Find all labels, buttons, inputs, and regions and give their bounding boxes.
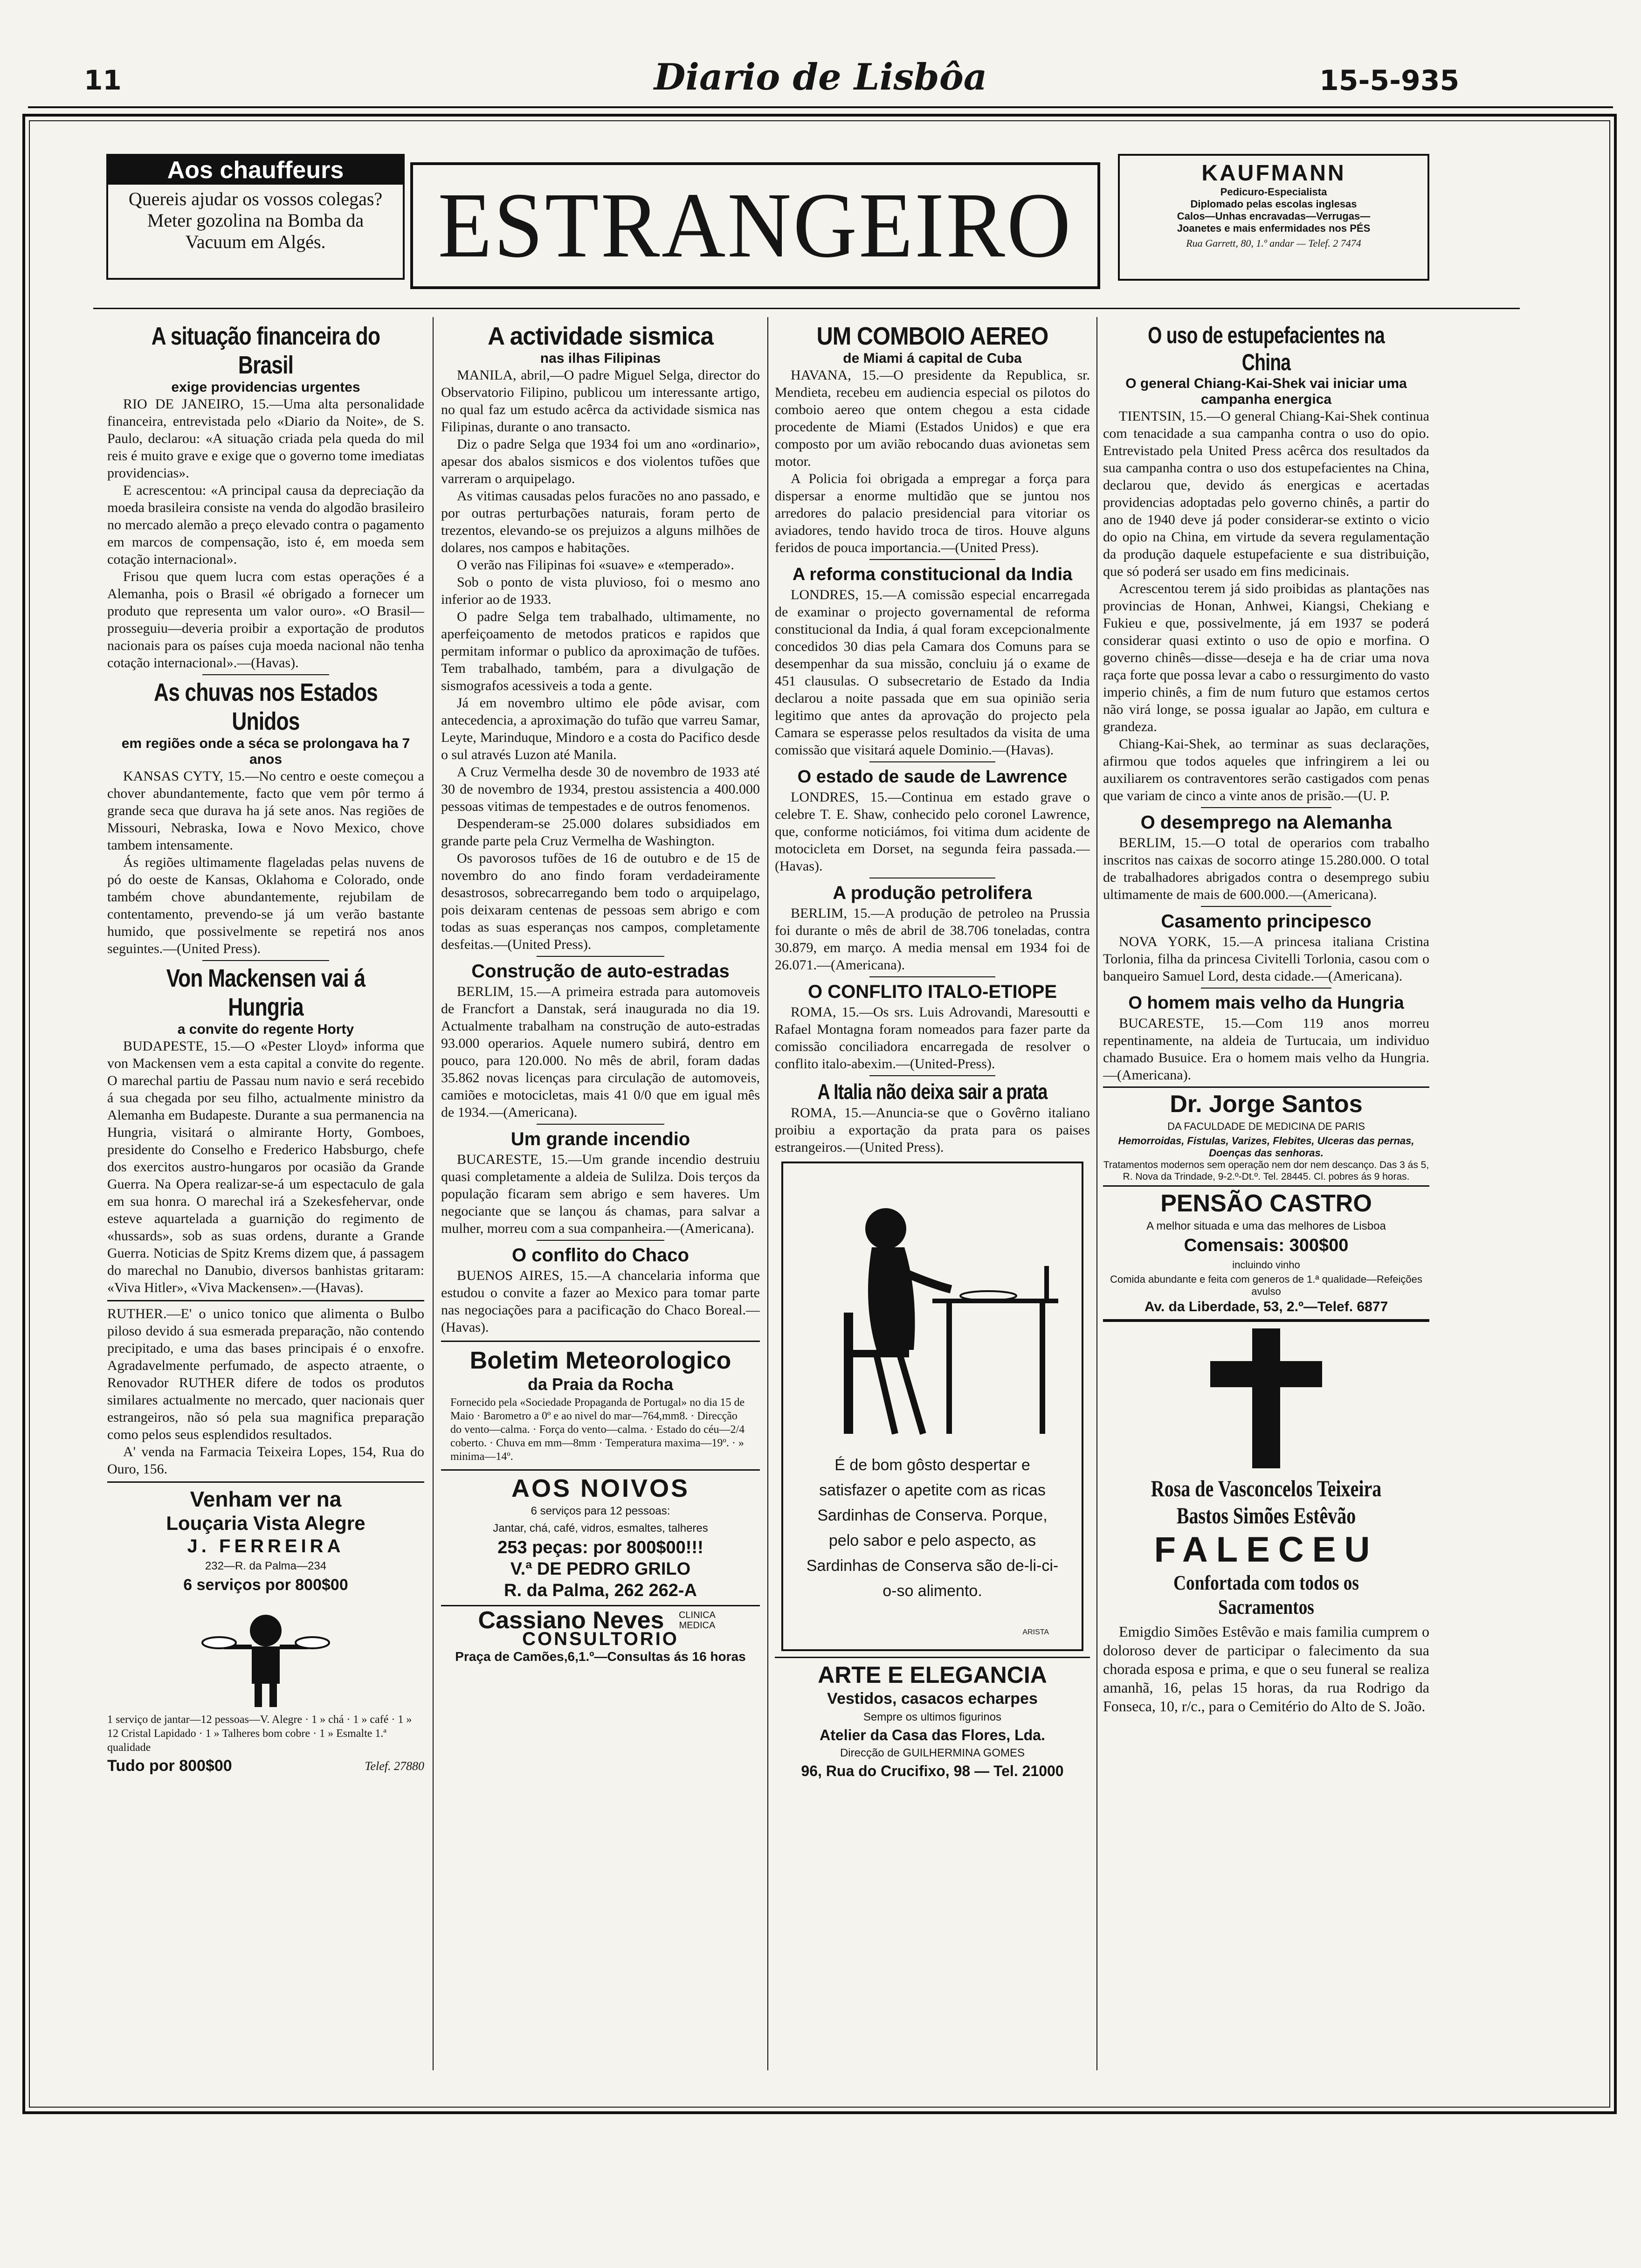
article-highways-title: Construção de auto-estradas [471, 961, 730, 982]
kaufmann-line-5: Rua Garrett, 80, 1.º andar — Telef. 2 7474 [1186, 237, 1361, 249]
obituary-title: FALECEU [1154, 1530, 1379, 1570]
article-seismic-p1: MANILA, abril,—O padre Miguel Selga, director do Observatorio Filipino, publicou um interessante artigo, no qual faz um estudo acêrca da actividade sismica nas Filipinas, durante o ano transacto. [441, 367, 760, 435]
article-silver-p1: ROMA, 15.—Anuncia-se que o Govêrno italiano proibiu a exportação da prata para os paises estrangeiros.—(United Press). [775, 1105, 1090, 1155]
sardines-signature: ARISTA [1022, 1628, 1049, 1636]
cross-icon [1210, 1328, 1322, 1468]
pensao-title: PENSÃO CASTRO [1160, 1190, 1372, 1217]
kaufmann-line-2: Diplomado pelas escolas inglesas [1190, 198, 1357, 210]
article-petroleum-title: A produção petrolifera [833, 883, 1032, 903]
pensao-line-2: Comensais: 300$00 [1184, 1236, 1349, 1255]
obituary-name-2: Bastos Simões Estêvão [1176, 1502, 1356, 1528]
article-rain-title: As chuvas nos Estados Unidos [154, 678, 378, 735]
doctor-line-1: DA FACULDADE DE MEDICINA DE PARIS [1167, 1120, 1365, 1132]
noivos-line-1: 6 serviços para 12 pessoas: [531, 1505, 670, 1517]
article-chaco-title: O conflito do Chaco [512, 1245, 689, 1265]
ad-sardines [781, 1162, 1083, 1651]
article-seismic-p2: Diz o padre Selga que 1934 foi um ano «ordinario», apesar dos abalos sismicos e dos violentos tufões que varreram o arquipelago. [441, 436, 760, 486]
pensao-line-5: Av. da Liberdade, 53, 2.º—Telef. 6877 [1144, 1299, 1388, 1314]
column-rule-1 [433, 317, 434, 2070]
sardines-text: É de bom gôsto despertar e satisfazer o apetite com as ricas Sardinhas de Conserva. Porque, pelo sabor e pelo aspecto, as Sardinhas de Conserva são de-li-ci-o-so alimento. [806, 1456, 1059, 1600]
article-mackensen-subtitle: a convite do regente Horty [177, 1022, 354, 1037]
column-rule-3 [1096, 317, 1097, 2070]
obituary-name-1: Rosa de Vasconcelos Teixeira [1151, 1475, 1382, 1501]
article-seismic-p10: Os pavorosos tufões de 16 de outubro e de 15 de novembro do ano findo foram verdadeiramente desastrosos, sobrecarregando bem todo o arquipelago, pois deixaram centenas de pessoas sem abrigo e com todas as suas esperanças nos campos, completamente desfeitas.—(United Press). [441, 850, 760, 952]
column-rule-2 [767, 317, 768, 2070]
article-unemployment-title: O desemprego na Alemanha [1140, 812, 1392, 833]
article-rain-subtitle: em regiões onde a séca se prolongava ha 7 anos [121, 736, 410, 767]
ad-ruther-address: A' venda na Farmacia Teixeira Lopes, 154, Rua do Ouro, 156. [107, 1444, 424, 1477]
article-lawrence-title: O estado de saude de Lawrence [797, 767, 1068, 787]
article-air-convoy-subtitle: de Miami á capital de Cuba [843, 351, 1022, 366]
article-highways-p1: BERLIM, 15.—A primeira estrada para automoveis de Francfort a Danstak, será inaugurada no dia 19. Actualmente trabalham na construção de auto-estradas 93.000 operarios. Aquele numero subirá, dentro em pouco, para 120.000. No mês de abril, foram dadas 35.862 novas licenças para circulação de automoveis, camiões e motocicletas, mais 41 0/0 que em igual mês de 1934.—(Americana). [441, 984, 760, 1120]
article-india-title: A reforma constitucional da India [792, 565, 1073, 584]
article-rain-p1: KANSAS CYTY, 15.—No centro e oeste começou a chover abundantemente, facto que vem pôr termo á grande seca que durava ha já sete anos. Nas regiões de Missouri, Nebraska, Iowa e Novo Mexico, chove tambem intensamente. [107, 768, 424, 853]
ad-ruther-text: RUTHER.—E' o unico tonico que alimenta o Bulbo piloso devido á sua esmerada preparação, não contendo precipitado, e uma das bases principais é o enxofre. Agradavelmente perfumado, de aspecto atraente, o Renovador RUTHER difere de todos os produtos similares actualmente no mercado, quer nacionais quer estrangeiros, não só pela sua magnifica preparação como pelos seus esplendidos resultados. [107, 1306, 424, 1442]
issue-date: 15-5-935 [1319, 64, 1460, 97]
article-seismic-p7: Já em novembro ultimo ele pôde avisar, com antecedencia, a aproximação do tufão que varreu Samar, Leyte, Marinduque, Mindoro e a costa do Pacifico desde o sul através Luzon até Manila. [441, 695, 760, 762]
article-wedding-p1: NOVA YORK, 15.—A princesa italiana Cristina Torlonia, filha da princesa Civitelli Torlonia, casou com o banqueiro Samuel Lord, desta cidade.—(Americana). [1103, 934, 1429, 984]
noivos-line-5: R. da Palma, 262 262-A [504, 1581, 697, 1600]
obituary-text: Emigdio Simões Estêvão e mais familia cumprem o doloroso dever de participar o falecimento da sua chorada esposa e prima, e que o seu funeral se realiza amanhã, 16, pelas 15 horas, da rua Rodrigo da Fonseca, 10, r/c., para o Cemitério do Alto de S. João. [1103, 1623, 1429, 1715]
doctor-line-2: Hemorroidas, Fistulas, Varizes, Flebites, Ulceras das pernas, Doenças das senhoras. [1118, 1135, 1414, 1159]
article-brazil-subtitle: exige providencias urgentes [171, 380, 360, 395]
weather-text: Fornecido pela «Sociedade Propaganda de Portugal» no dia 15 de Maio · Barometro a 0º e ao nivel do mar—764,mm8. · Direcção do vento—calma. · Força do vento—calma. · Estado do céu—2/4 coberto. · Chuva em mm—8mm · Temperatura maxima—19º. · » minima—14º. [450, 1397, 745, 1463]
article-seismic-subtitle: nas ilhas Filipinas [540, 351, 661, 366]
ad-dr-jorge-santos [1103, 1091, 1429, 1182]
obituary-subtitle: Confortada com todos os Sacramentos [1173, 1571, 1359, 1618]
separator [869, 559, 995, 560]
ad-kaufmann [1118, 154, 1429, 281]
separator [202, 674, 329, 675]
separator [202, 960, 329, 961]
column-4 [1103, 322, 1429, 2066]
article-china-p3: Chiang-Kai-Shek, ao terminar as suas declarações, afirmou que todos aqueles que infringirem a lei ou auxiliarem os contraventores serão castigados com penas que variam de cinco a vinte anos de prisão.—(U. P. [1103, 736, 1429, 803]
separator [537, 1240, 664, 1241]
cassiano-title: Cassiano Neves [478, 1606, 664, 1634]
header-rule [28, 106, 1613, 108]
kaufmann-line-4: Joanetes e mais enfermidades nos PÉS [1177, 222, 1371, 234]
article-brazil-p1: RIO DE JANEIRO, 15.—Uma alta personalidade financeira, entrevistada pelo «Diario da Noite», de S. Paulo, declarou: «A situação criada pela queda do mil reis é muito grave e exige que o governo tome imediatas providencias». [107, 396, 424, 481]
arte-line-1: Vestidos, casacos echarpes [827, 1690, 1038, 1708]
arte-title: ARTE E ELEGANCIA [818, 1662, 1047, 1688]
pensao-line-1: A melhor situada e uma das melhores de Lisboa [1146, 1220, 1386, 1232]
weather-title: Boletim Meteorologico [469, 1347, 731, 1374]
weather-subtitle: da Praia da Rocha [527, 1375, 674, 1394]
arte-line-5: 96, Rua do Crucifixo, 98 — Tel. 21000 [801, 1763, 1064, 1779]
article-fire-p1: BUCARESTE, 15.—Um grande incendio destruiu quasi completamente a aldeia de Sulilza. Dois terços da população ficaram sem abrigo e sem haveres. Um negociante que se lançou ás chamas, para salvar a mulher, morreu com a sua companheira.—(Americana). [441, 1152, 760, 1236]
ad-pensao-castro [1103, 1189, 1429, 1316]
separator [869, 1075, 995, 1076]
diner-illustration [793, 1173, 1072, 1443]
separator [869, 761, 995, 762]
vista-alegre-list: 1 serviço de jantar—12 pessoas—V. Alegre · 1 » chá · 1 » café · 1 » 12 Cristal Lapidado · 1 » Talheres bom cobre · 1 » Esmalte 1.ª qualidade [107, 1714, 412, 1754]
article-seismic-p8: A Cruz Vermelha desde 30 de novembro de 1933 até 30 de novembro de 1934, prestou assistencia a 400.000 pessoas vitimas de tempestades e de outros fenomenos. [441, 764, 760, 814]
separator [869, 976, 995, 977]
ad-vista-alegre [107, 1487, 424, 1775]
pensao-line-4: Comida abundante e feita com generos de 1.ª qualidade—Refeições avulso [1110, 1273, 1422, 1297]
kaufmann-title: KAUFMANN [1201, 161, 1346, 186]
article-seismic-p5: Sob o ponto de vista pluvioso, foi o mesmo ano inferior ao de 1933. [441, 574, 760, 607]
vista-alegre-address: 232—R. da Palma—234 [205, 1560, 327, 1572]
article-seismic-title: A actividade sismica [488, 322, 713, 350]
doctor-title: Dr. Jorge Santos [1170, 1091, 1363, 1118]
noivos-line-3: 253 peças: por 800$00!!! [497, 1538, 703, 1557]
section-title: ESTRANGEIRO [438, 174, 1073, 277]
kaufmann-line-3: Calos—Unhas encravadas—Verrugas— [1177, 210, 1371, 222]
page-number: 11 [84, 64, 122, 96]
article-india-p1: LONDRES, 15.—A comissão especial encarregada de examinar o projecto governamental de reforma constitucional da India, á qual foram excepcionalmente concedidos 30 dias pela Camara dos Comuns para se desempenhar da sua missão, concluiu já o exame de 451 clausulas. O subsecretario de Estado da India declarou a noite passada que em sua opinião seria legitimo que antes da aprovação do projecto pela Camara se esperasse pelos resultados da visita de uma comissão que visitará aquele Dominio.—(Havas). [775, 587, 1090, 758]
article-china-title: O uso de estupefacientes na China [1148, 322, 1385, 375]
arte-line-2: Sempre os ultimos figurinos [863, 1711, 1002, 1723]
article-lawrence-p1: LONDRES, 15.—Continua em estado grave o celebre T. E. Shaw, conhecido pelo coronel Lawrence, que, conforme noticiámos, foi vitima dum acidente de motocicleta em Dorset, na segunda feira passada.—(Havas). [775, 789, 1090, 874]
article-oldest-man-p1: BUCARESTE, 15.—Com 119 anos morreu repentinamente, na aldeia de Turtucaia, um individuo chamado Busuice. Era o homem mais velho da Hungria.—(Americana). [1103, 1016, 1429, 1083]
article-petroleum-p1: BERLIM, 15.—A produção de petroleo na Prussia foi durante o mês de abril de 38.706 toneladas, contra 30.879, em março. A media mensal em 1934 foi de 26.071.—(Americana). [775, 906, 1090, 973]
masthead-title: Diario de Lisbôa [654, 56, 987, 98]
separator [537, 956, 664, 957]
article-brazil-p2: E acrescentou: «A principal causa da depreciação da moeda brasileira consiste na venda do algodão brasileiro no mercado alemão a preço elevado contra o pagamento em marcos de compensação, isto é, em moeda sem cotação internacional». [107, 483, 424, 567]
article-silver-title: A Italia não deixa sair a prata [817, 1079, 1048, 1104]
article-china-p2: Acrescentou terem já sido proibidas as plantações nas provincias de Honan, Anhwei, Kiangsi, Chekiang e Fukieu e que, possivelmente, já em 1937 se poderá considerar quasi extinto o uso de opio e morfina. O governo chinês—disse—deseja e ha de criar uma nova raça forte que possa levar a cabo o ressurgimento do vasto imperio chinês, a fim de num futuro que estamos certos não virá longe, se possa igualar ao Japão, em cultura e grandeza. [1103, 581, 1429, 734]
section-banner [410, 162, 1100, 289]
waiter-illustration [196, 1598, 336, 1710]
cassiano-tag: CLINICA MEDICA [678, 1610, 716, 1631]
article-seismic-p4: O verão nas Filipinas foi «suave» e «temperado». [457, 557, 734, 573]
cassiano-line-1: CONSULTORIO [522, 1629, 679, 1649]
vista-alegre-phone: Telef. 27880 [365, 1759, 424, 1773]
column-1 [107, 322, 424, 2066]
article-ethiopia-title: O CONFLITO ITALO-ETIOPE [807, 982, 1057, 1002]
ad-cassiano-neves [441, 1606, 760, 1665]
article-seismic-p6: O padre Selga tem trabalhado, ultimamente, no aperfeiçoamento de metodos praticos e rapidos que permitam informar o publico da aproximação de tufões. Tem trabalhado, também, para a divulgação de sismografos acessiveis a toda a gente. [441, 609, 760, 693]
article-ethiopia-p1: ROMA, 15.—Os srs. Luis Adrovandi, Maresoutti e Rafael Montagna foram nomeados para fazer parte da comissão conciliadora encarregada de resolver o conflito italo-abexim.—(United-Press). [775, 1004, 1090, 1072]
ad-arte-elegancia [775, 1661, 1090, 1780]
article-seismic-p9: Despenderam-se 25.000 dolares subsidiados em grande parte pela Cruz Vermelha de Washington. [441, 816, 760, 849]
separator [1201, 906, 1331, 907]
doctor-line-3: Tratamentos modernos sem operação nem dor nem descanço. Das 3 ás 5, R. Nova da Trindade, 9-2.º-Dt.º. Tel. 28445. Cl. pobres ás 9 horas. [1103, 1160, 1429, 1182]
vista-alegre-offer: 6 serviços por 800$00 [183, 1576, 348, 1594]
article-chaco-p1: BUENOS AIRES, 15.—A chancelaria informa que estudou o convite a fazer ao Mexico para tomar parte nas negociações para a pacificação do Chaco Boreal.—(Havas). [441, 1268, 760, 1335]
arte-line-3: Atelier da Casa das Flores, Lda. [820, 1727, 1045, 1743]
article-fire-title: Um grande incendio [510, 1129, 690, 1149]
weather-bulletin [441, 1347, 760, 1466]
pensao-line-3: incluindo vinho [1232, 1259, 1300, 1271]
ad-chauffeurs [106, 154, 405, 280]
article-mackensen-title: Von Mackensen vai á Hungria [166, 964, 365, 1021]
article-oldest-man-title: O homem mais velho da Hungria [1128, 993, 1404, 1013]
article-brazil-p3: Frisou que quem lucra com estas operações é a Alemanha, pois o Brasil «é obrigado a fornecer um produto que representa um valor ouro». «O Brasil—prosseguiu—deveria proibir a exportação de produtos nacionais para os países cuja moeda nacional não tenha cotação internacional».—(Havas). [107, 569, 424, 671]
article-air-convoy-p1: HAVANA, 15.—O presidente da Republica, sr. Mendieta, recebeu em audiencia especial os pilotos do comboio aereo que ontem chegou a esta cidade procedente de Miami (Estados Unidos) e que era composto por um avião rebocando duas avionetas sem motor. [775, 367, 1090, 469]
ad-chauffeurs-title: Aos chauffeurs [108, 156, 403, 185]
article-brazil-title: A situação financeira do Brasil [151, 322, 380, 379]
column-2 [441, 322, 760, 2066]
separator [537, 1124, 664, 1125]
arte-line-4: Direcção de GUILHERMINA GOMES [840, 1747, 1025, 1759]
article-china-subtitle: O general Chiang-Kai-Shek vai iniciar uma campanha energica [1125, 376, 1407, 407]
kaufmann-line-1: Pedicuro-Especialista [1220, 186, 1327, 198]
noivos-line-4: V.ª DE PEDRO GRILO [510, 1559, 691, 1579]
article-unemployment-p1: BERLIM, 15.—O total de operarios com trabalho inscritos nas caixas de socorro atinge 15.280.000. O total de trabalhadores abrigados contra o desemprego subiu ultimamente de mais de 600.000.—(Americana). [1103, 835, 1429, 902]
ad-chauffeurs-text: Quereis ajudar os vossos colegas? Meter gozolina na Bomba da Vacuum em Algés. [128, 188, 383, 252]
article-air-convoy-title: UM COMBOIO AEREO [816, 322, 1048, 350]
article-rain-p2: Ás regiões ultimamente flageladas pelas nuvens de pó do oeste de Kansas, Oklahoma e Colorado, onde também chove abundantemente, rejubilam de contentamento, prevendo-se já um verão bastante humido, que possivelmente se repetirá nos anos seguintes.—(United Press). [107, 855, 424, 956]
top-band-rule [93, 308, 1520, 309]
noivos-line-2: Jantar, chá, café, vidros, esmaltes, talheres [493, 1522, 708, 1535]
ad-noivos [441, 1474, 760, 1601]
vista-alegre-title: Venham ver na [190, 1487, 342, 1511]
article-mackensen-p1: BUDAPESTE, 15.—O «Pester Lloyd» informa que von Mackensen vem a esta capital a convite do regente. O marechal partiu de Passau num navio e será recebido á sua chegada por seu filho, actualmente ministro da Alemanha em Budapeste. Durante a sua permanencia na Hungria, visitará o almirante Horty, Gomboes, presidente do Conselho e Frederico Habsburgo, chefe dos exercitos austro-hungaros por ocasião da Grande Guerra. Na Opera realizar-se-á um espectaculo de gala em sua honra. O marechal irá a Szekesfehervar, onde esteve aquartelada a guarnição do regimento de «hussards», sob as suas ordens, durante a Grande Guerra. Noticias de Spitz Krems dizem que, á passagem do marechal no Danubio, diversos banhistas gritaram: «Viva Hitler», «Viva Mackensen».—(Havas). [107, 1038, 424, 1295]
column-3 [775, 322, 1090, 2066]
separator [1201, 988, 1331, 989]
noivos-title: AOS NOIVOS [511, 1474, 690, 1502]
article-air-convoy-p2: A Policia foi obrigada a empregar a força para dispersar a enorme multidão que se juntou nos arredores do palacio presidencial para vitoriar os aviadores, tendo havido troca de tiros. Houve alguns feridos de pouca importancia.—(United Press). [775, 471, 1090, 555]
cassiano-line-2: Praça de Camões,6,1.º—Consultas ás 16 horas [455, 1649, 746, 1664]
vista-alegre-shop: Louçaria Vista Alegre [166, 1512, 365, 1534]
obituary [1103, 1328, 1429, 1715]
vista-alegre-total: Tudo por 800$00 [107, 1757, 232, 1775]
vista-alegre-owner: J. FERREIRA [187, 1536, 345, 1556]
separator [1201, 807, 1331, 808]
article-wedding-title: Casamento principesco [1161, 911, 1372, 932]
article-seismic-p3: As vitimas causadas pelos furacões no ano passado, e por outras perturbações naturais, foram perto de trezentos, elevando-se os prejuizos a alguns milhões de dolares, nos campos e habitações. [441, 488, 760, 555]
article-china-p1: TIENTSIN, 15.—O general Chiang-Kai-Shek continua com tenacidade a sua campanha contra o uso do opio. Entrevistado pela United Press acêrca dos resultados da sua campanha contra o uso dos estupefacientes na China, declarou que, devido ás energicas e acertadas providencias adoptadas pelo governo chinês, a partir do ano de 1940 deve já poder considerar-se extinto o vicio do opio na China, em virtude da severa regulamentação da produção daquele estupefaciente e sua distribuição, que só poderá ser usado em fins medicinais. [1103, 408, 1429, 579]
